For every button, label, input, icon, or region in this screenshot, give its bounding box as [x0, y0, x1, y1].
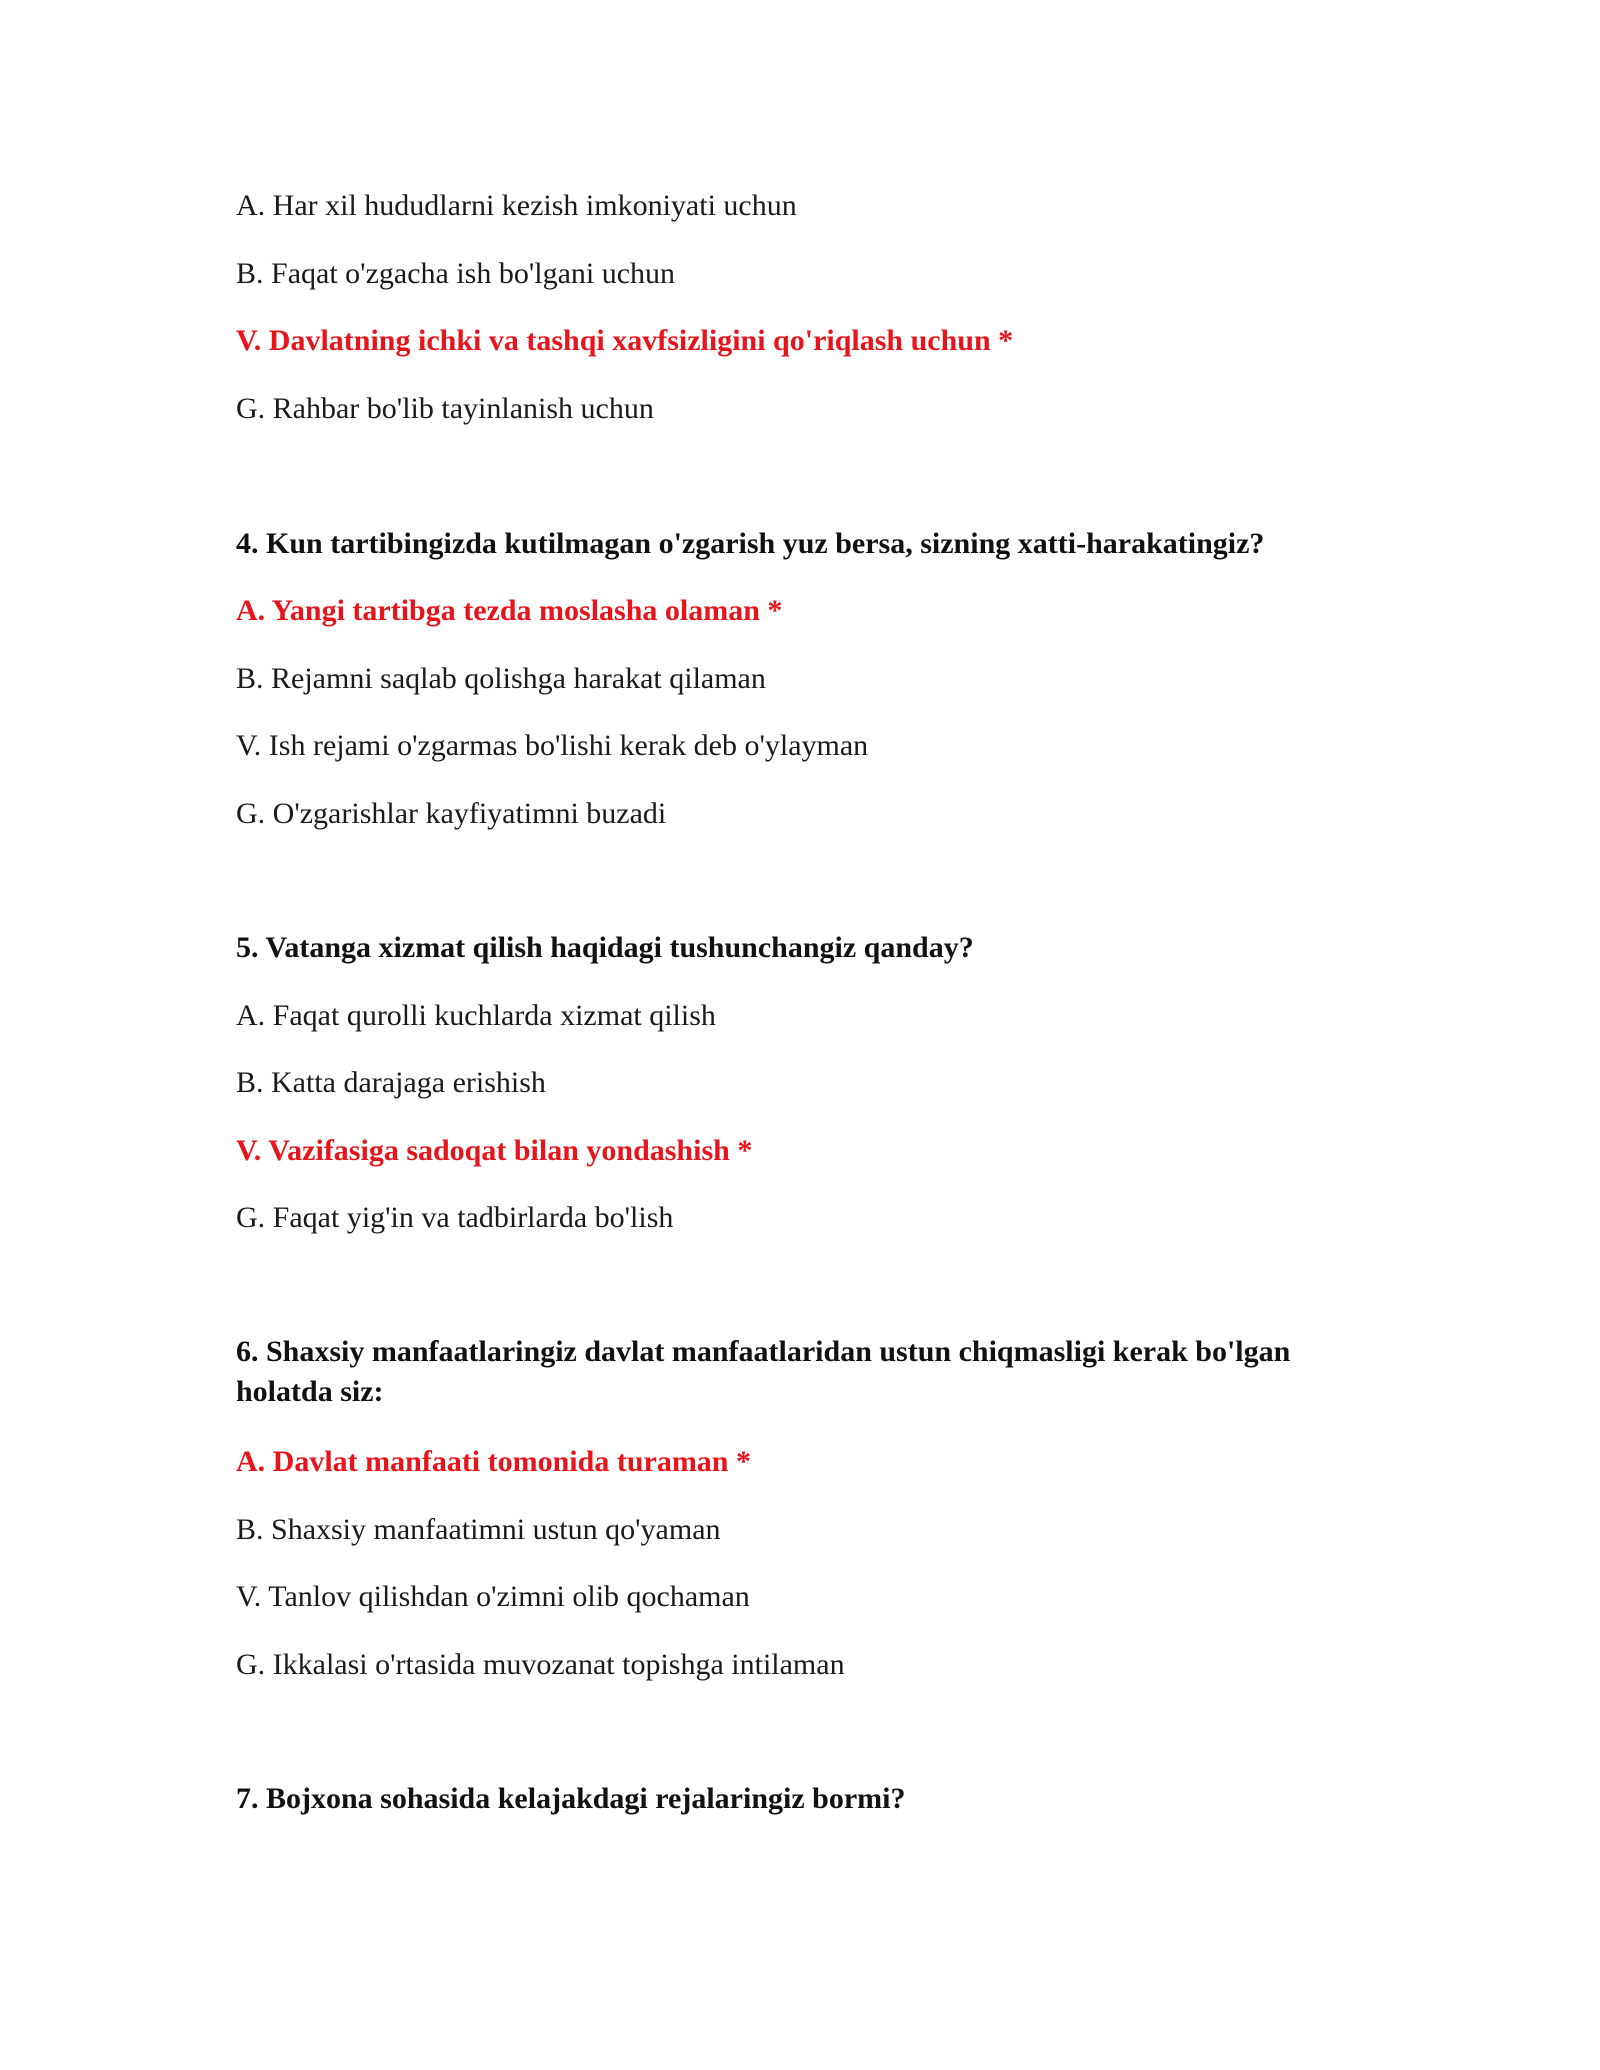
q4-question: 4. Kun tartibingizda kutilmagan o'zgarish yuz bersa, sizning xatti-harakatingiz?: [236, 527, 1265, 560]
q3-option-g: G. Rahbar bo'lib tayinlanish uchun: [236, 392, 654, 425]
q4-option-g: G. O'zgarishlar kayfiyatimni buzadi: [236, 797, 667, 830]
q4-option-b: B. Rejamni saqlab qolishga harakat qilaman: [236, 662, 766, 695]
q5-option-v-correct: V. Vazifasiga sadoqat bilan yondashish *: [236, 1134, 753, 1167]
q3-option-a: A. Har xil hududlarni kezish imkoniyati uchun: [236, 189, 797, 222]
q6-option-v: V. Tanlov qilishdan o'zimni olib qochaman: [236, 1580, 750, 1613]
q3-option-v-correct: V. Davlatning ichki va tashqi xavfsizligini qo'riqlash uchun *: [236, 324, 1014, 357]
q5-option-b: B. Katta darajaga erishish: [236, 1066, 546, 1099]
q7-question: 7. Bojxona sohasida kelajakdagi rejalaringiz bormi?: [236, 1782, 906, 1815]
q3-option-b: B. Faqat o'zgacha ish bo'lgani uchun: [236, 257, 676, 290]
q6-option-g: G. Ikkalasi o'rtasida muvozanat topishga intilaman: [236, 1648, 845, 1681]
q4-option-a-correct: A. Yangi tartibga tezda moslasha olaman *: [236, 594, 783, 627]
q5-option-a: A. Faqat qurolli kuchlarda xizmat qilish: [236, 999, 716, 1032]
q6-question: 6. Shaxsiy manfaatlaringiz davlat manfaatlaridan ustun chiqmasligi kerak bo'lgan holatda siz:: [236, 1335, 1291, 1408]
q6-option-b: B. Shaxsiy manfaatimni ustun qo'yaman: [236, 1513, 721, 1546]
q5-option-g: G. Faqat yig'in va tadbirlarda bo'lish: [236, 1201, 674, 1234]
q5-question: 5. Vatanga xizmat qilish haqidagi tushunchangiz qanday?: [236, 931, 974, 964]
q6-option-a-correct: A. Davlat manfaati tomonida turaman *: [236, 1445, 751, 1478]
q4-option-v: V. Ish rejami o'zgarmas bo'lishi kerak deb o'ylayman: [236, 729, 869, 762]
